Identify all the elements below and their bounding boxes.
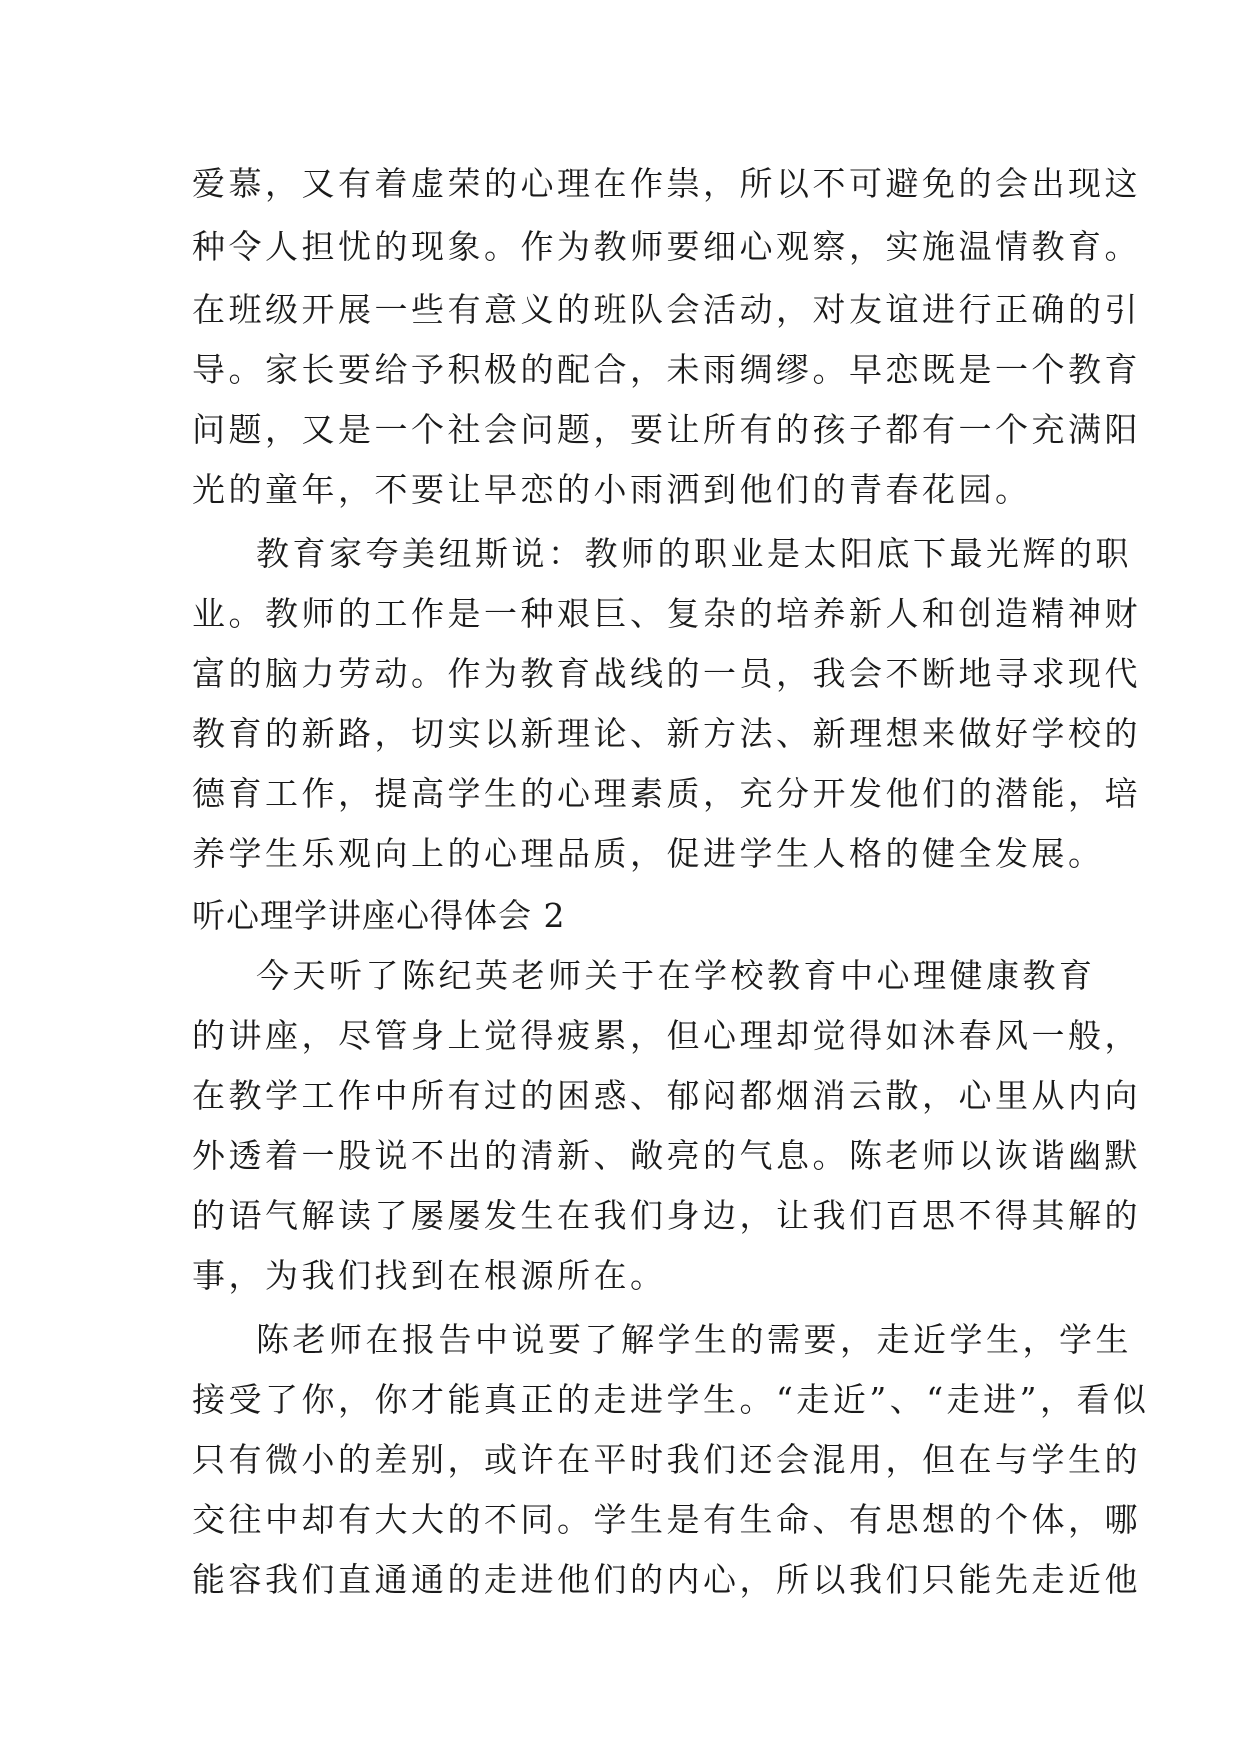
text-line-9: 富的脑力劳动。作为教育战线的一员，我会不断地寻求现代	[192, 654, 1141, 693]
text-line-3: 在班级开展一些有意义的班队会活动，对友谊进行正确的引	[192, 290, 1141, 329]
text-line-1: 爱慕，又有着虚荣的心理在作祟，所以不可避免的会出现这	[192, 164, 1141, 203]
text-line-12: 养学生乐观向上的心理品质，促进学生人格的健全发展。	[192, 834, 1105, 873]
text-line-21: 接受了你，你才能真正的走进学生。“走近”、“走进”，看似	[192, 1380, 1150, 1419]
text-line-2: 种令人担忧的现象。作为教师要细心观察，实施温情教育。	[192, 227, 1141, 266]
text-line-19: 事，为我们找到在根源所在。	[192, 1256, 667, 1295]
text-line-4: 导。家长要给予积极的配合，未雨绸缪。早恋既是一个教育	[192, 350, 1141, 389]
text-line-6: 光的童年，不要让早恋的小雨洒到他们的青春花园。	[192, 470, 1032, 509]
paragraph-start-line: 今天听了陈纪英老师关于在学校教育中心理健康教育	[256, 956, 1096, 995]
paragraph-start-line: 教育家夸美纽斯说：教师的职业是太阳底下最光辉的职	[256, 534, 1132, 573]
text-line-16: 在教学工作中所有过的困惑、郁闷都烟消云散，心里从内向	[192, 1076, 1141, 1115]
text-line-11: 德育工作，提高学生的心理素质，充分开发他们的潜能，培	[192, 774, 1141, 813]
text-line-23: 交往中却有大大的不同。学生是有生命、有思想的个体，哪	[192, 1500, 1141, 1539]
text-line-18: 的语气解读了屡屡发生在我们身边，让我们百思不得其解的	[192, 1196, 1141, 1235]
text-line-24: 能容我们直通通的走进他们的内心，所以我们只能先走近他	[192, 1560, 1141, 1599]
paragraph-start-line: 陈老师在报告中说要了解学生的需要，走近学生，学生	[256, 1320, 1132, 1359]
text-line-8: 业。教师的工作是一种艰巨、复杂的培养新人和创造精神财	[192, 594, 1141, 633]
section-heading: 听心理学讲座心得体会 2	[192, 896, 566, 935]
text-line-22: 只有微小的差别，或许在平时我们还会混用，但在与学生的	[192, 1440, 1141, 1479]
text-line-5: 问题，又是一个社会问题，要让所有的孩子都有一个充满阳	[192, 410, 1141, 449]
text-line-15: 的讲座，尽管身上觉得疲累，但心理却觉得如沐春风一般，	[192, 1016, 1141, 1055]
text-line-17: 外透着一股说不出的清新、敞亮的气息。陈老师以诙谐幽默	[192, 1136, 1141, 1175]
text-line-10: 教育的新路，切实以新理论、新方法、新理想来做好学校的	[192, 714, 1141, 753]
